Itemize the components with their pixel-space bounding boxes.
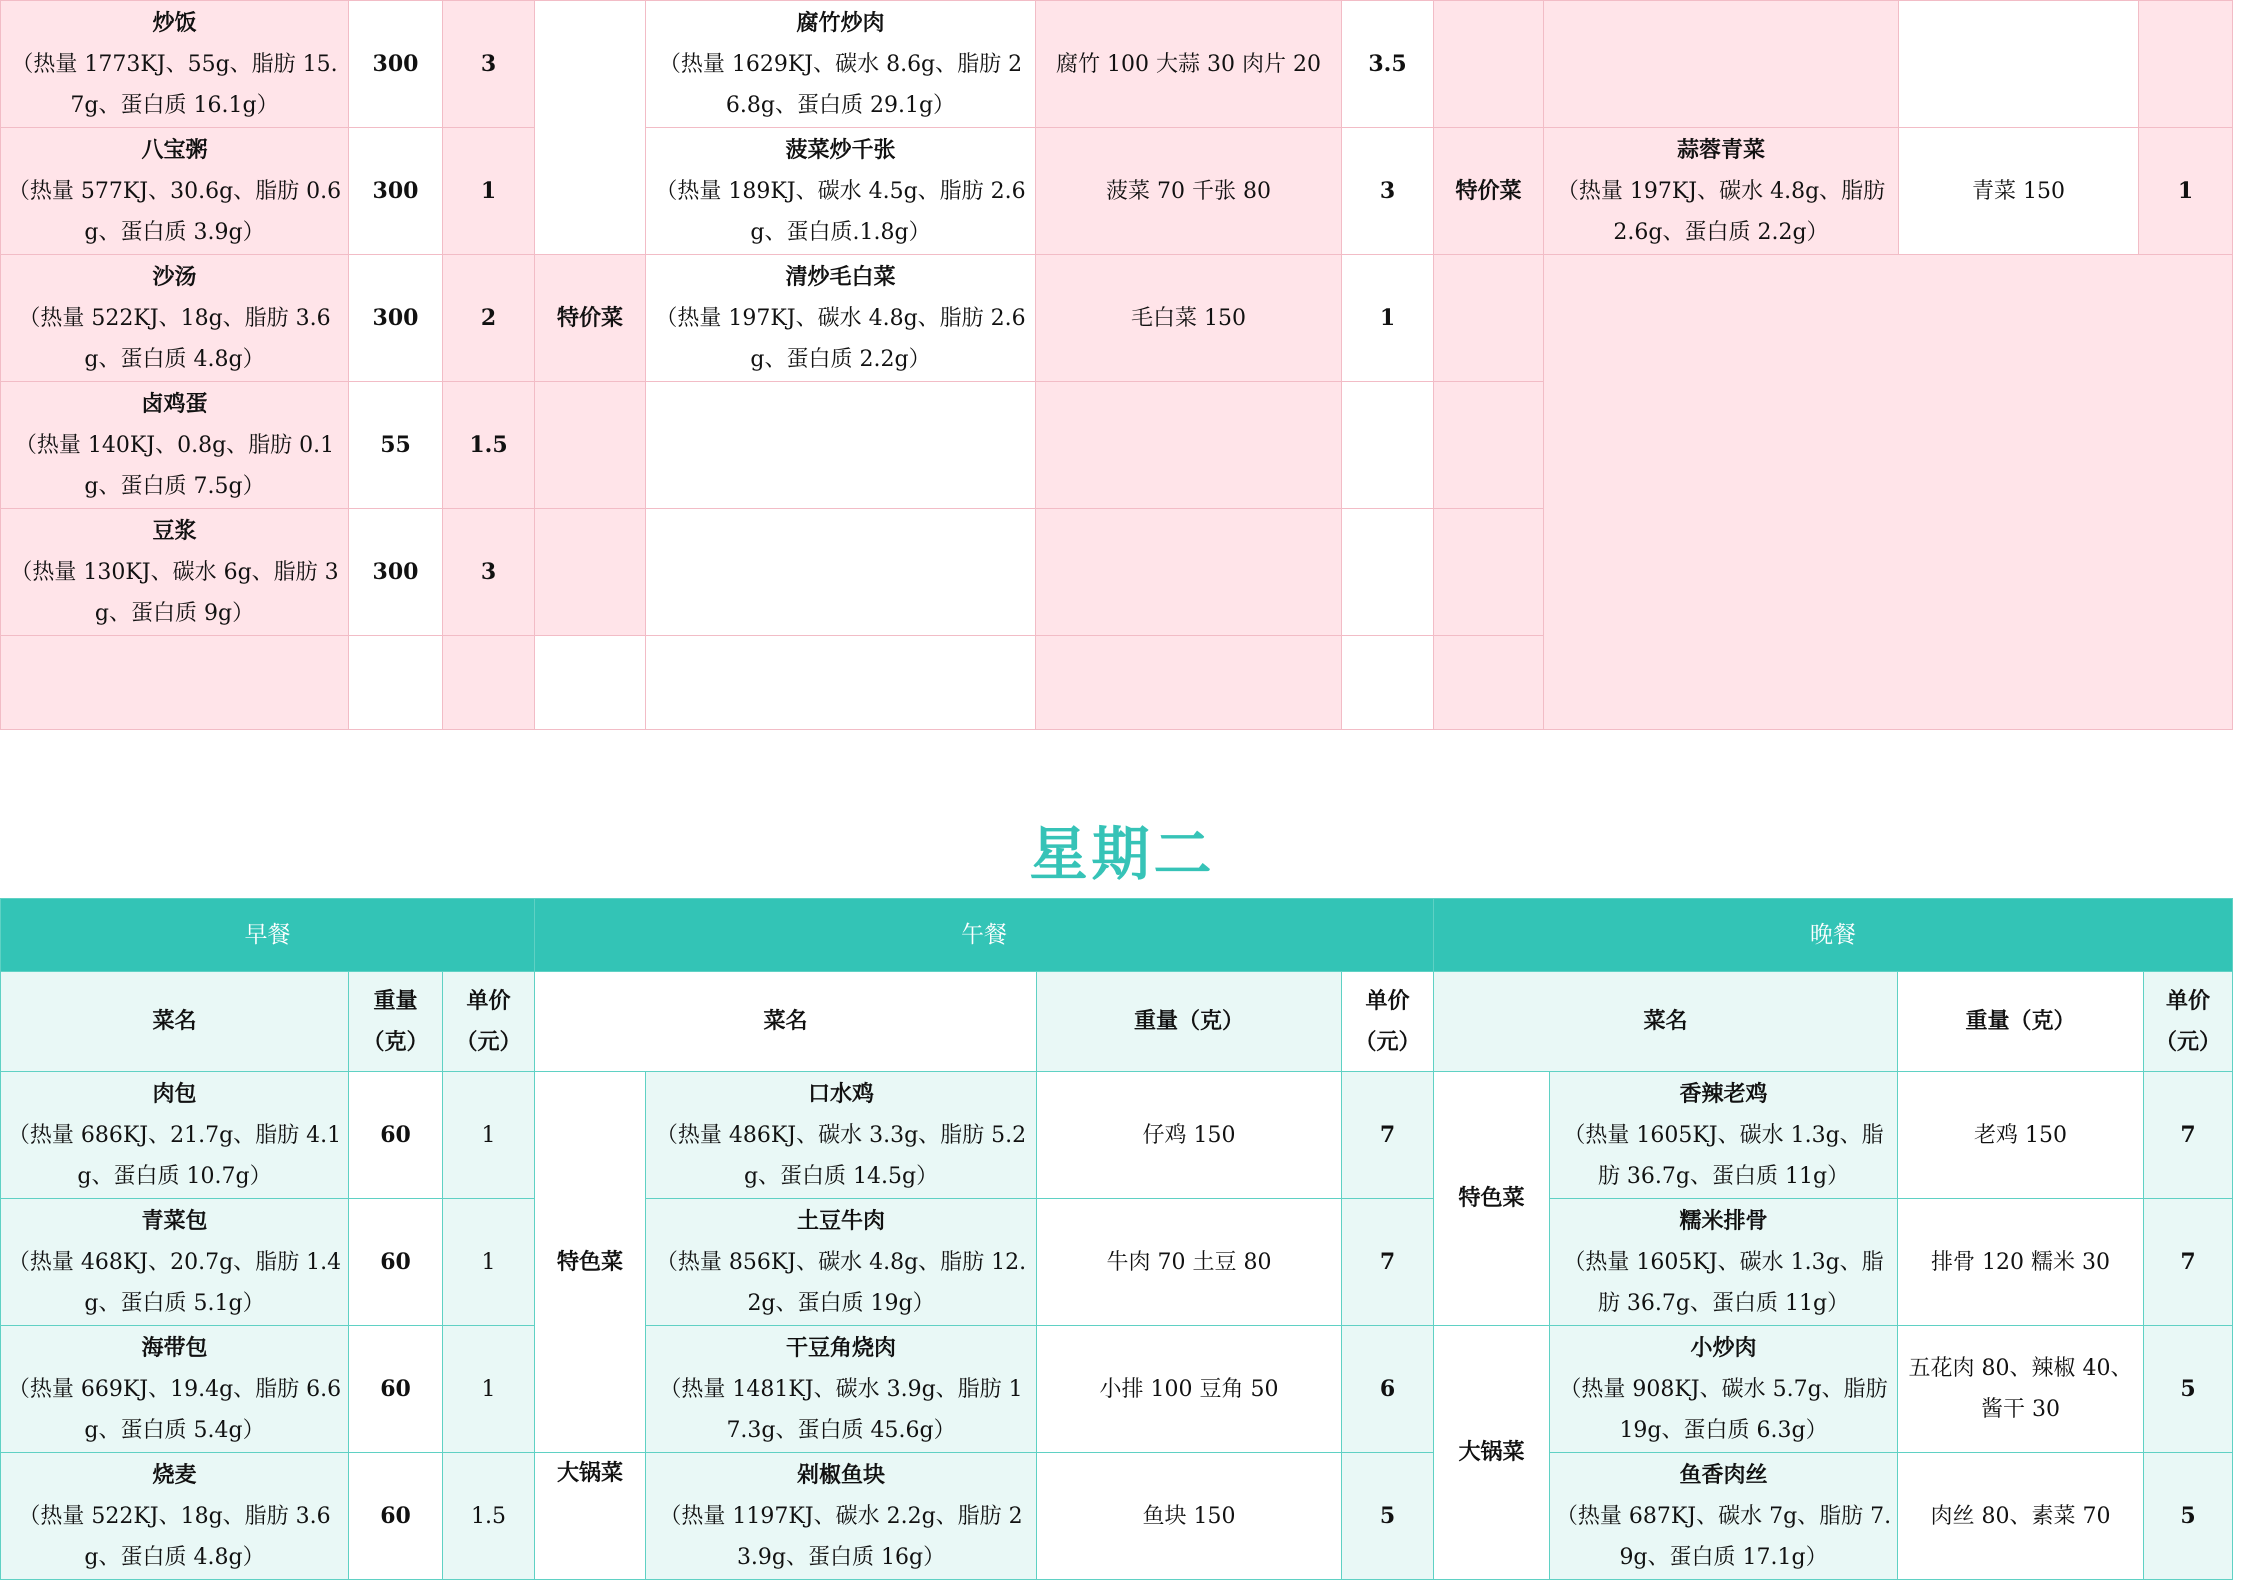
weight-header: 重量（克） (1037, 972, 1342, 1072)
dinner-dish-cell (1550, 1072, 1898, 1199)
price-cell (1342, 636, 1434, 730)
dish-nutrition: （热量 1605KJ、碳水 1.3g、脂肪 36.7g、蛋白质 11g） (1563, 1122, 1884, 1189)
price-header: 单价（元） (443, 972, 535, 1072)
breakfast-dish-cell (1, 382, 349, 509)
monday-menu-table (0, 0, 2233, 730)
price-cell: 3.5 (1342, 1, 1434, 128)
weight-cell (1036, 636, 1342, 730)
price-cell (1342, 509, 1434, 636)
price-cell (1342, 382, 1434, 509)
breakfast-dish-cell (1, 128, 349, 255)
dish-name: 青菜包 (141, 1207, 208, 1234)
weight-cell: 60 (349, 1199, 443, 1326)
price-header: 单价（元） (2144, 972, 2233, 1072)
dinner-dish-cell (1550, 1199, 1898, 1326)
dish-name: 烧麦 (152, 1461, 197, 1488)
dinner-category-cell (1434, 255, 1544, 382)
weight-cell: 60 (349, 1453, 443, 1580)
table-row (1, 1326, 2233, 1453)
table-row (1, 128, 2233, 255)
dish-nutrition: （热量 1197KJ、碳水 2.2g、脂肪 23.9g、蛋白质 16g） (659, 1503, 1023, 1570)
weight-cell: 腐竹 100 大蒜 30 肉片 20 (1036, 1, 1342, 128)
weight-cell: 60 (349, 1326, 443, 1453)
dish-nutrition: （热量 908KJ、碳水 5.7g、脂肪 19g、蛋白质 6.3g） (1559, 1376, 1888, 1443)
dish-name: 清炒毛白菜 (785, 263, 896, 290)
weight-cell: 鱼块 150 (1037, 1453, 1342, 1580)
dinner-dish-cell (1550, 1326, 1898, 1453)
dish-name: 香辣老鸡 (1679, 1080, 1768, 1107)
dish-name: 鱼香肉丝 (1679, 1461, 1768, 1488)
lunch-category-cell (535, 382, 646, 509)
dish-name: 小炒肉 (1690, 1334, 1757, 1361)
dish-nutrition: （热量 522KJ、18g、脂肪 3.6g、蛋白质 4.8g） (18, 1503, 331, 1570)
weight-cell: 牛肉 70 土豆 80 (1037, 1199, 1342, 1326)
lunch-dish-cell (646, 1072, 1037, 1199)
breakfast-dish-cell (1, 1199, 349, 1326)
dish-nutrition: （热量 856KJ、碳水 4.8g、脂肪 12.2g、蛋白质 19g） (655, 1249, 1027, 1316)
table-row (1, 1, 2233, 128)
weight-cell: 300 (349, 255, 443, 382)
dish-nutrition: （热量 522KJ、18g、脂肪 3.6g、蛋白质 4.8g） (18, 305, 331, 372)
dish-name: 海带包 (141, 1334, 208, 1361)
price-cell: 7 (2144, 1072, 2233, 1199)
breakfast-dish-cell (1, 1, 349, 128)
lunch-dish-cell (646, 1199, 1037, 1326)
dinner-empty-area (1544, 255, 2233, 730)
lunch-category-cell (535, 636, 646, 730)
weight-cell: 五花肉 80、辣椒 40、酱干 30 (1898, 1326, 2144, 1453)
weight-cell: 55 (349, 382, 443, 509)
weight-cell: 毛白菜 150 (1036, 255, 1342, 382)
weight-cell: 300 (349, 1, 443, 128)
dinner-category-cell (1434, 509, 1544, 636)
lunch-dish-cell (646, 509, 1036, 636)
weight-cell (1036, 382, 1342, 509)
dish-name: 蒜蓉青菜 (1676, 136, 1765, 163)
dish-nutrition: （热量 577KJ、30.6g、脂肪 0.6g、蛋白质 3.9g） (7, 178, 342, 245)
dish-name: 口水鸡 (808, 1080, 875, 1107)
weight-cell: 300 (349, 509, 443, 636)
weight-cell: 小排 100 豆角 50 (1037, 1326, 1342, 1453)
price-cell: 1 (443, 1072, 535, 1199)
weight-cell (1899, 1, 2139, 128)
dish-nutrition: （热量 1629KJ、碳水 8.6g、脂肪 26.8g、蛋白质 29.1g） (658, 51, 1023, 118)
breakfast-dish-cell (1, 255, 349, 382)
dish-name: 沙汤 (152, 263, 197, 290)
dinner-category-cell (1434, 382, 1544, 509)
dish-name: 肉包 (152, 1080, 197, 1107)
weight-cell: 300 (349, 128, 443, 255)
price-cell: 7 (2144, 1199, 2233, 1326)
dish-nutrition: （热量 130KJ、碳水 6g、脂肪 3g、蛋白质 9g） (10, 559, 339, 626)
lunch-category-label: 特价菜 (535, 255, 646, 382)
meal-header-row (1, 899, 2233, 972)
dish-nutrition: （热量 197KJ、碳水 4.8g、脂肪 2.6g、蛋白质 2.2g） (1556, 178, 1886, 245)
weight-cell: 青菜 150 (1899, 128, 2139, 255)
dish-nutrition: （热量 1481KJ、碳水 3.9g、脂肪 17.3g、蛋白质 45.6g） (659, 1376, 1023, 1443)
dinner-dish-cell (1544, 1, 1899, 128)
breakfast-header: 早餐 (1, 899, 535, 972)
dish-name: 土豆牛肉 (797, 1207, 886, 1234)
lunch-header: 午餐 (535, 899, 1434, 972)
dish-nutrition: （热量 686KJ、21.7g、脂肪 4.1g、蛋白质 10.7g） (7, 1122, 342, 1189)
dinner-header: 晚餐 (1434, 899, 2233, 972)
price-cell: 7 (1342, 1199, 1434, 1326)
price-cell: 3 (443, 1, 535, 128)
price-cell: 5 (2144, 1326, 2233, 1453)
dinner-category-cell (1434, 1, 1544, 128)
price-cell (2139, 1, 2233, 128)
weight-cell: 菠菜 70 千张 80 (1036, 128, 1342, 255)
dish-name: 豆浆 (152, 517, 197, 544)
lunch-dish-cell (646, 1326, 1037, 1453)
lunch-dish-cell (646, 255, 1036, 382)
dish-nutrition: （热量 1773KJ、55g、脂肪 15.7g、蛋白质 16.1g） (11, 51, 338, 118)
dish-nutrition: （热量 140KJ、0.8g、脂肪 0.1g、蛋白质 7.5g） (14, 432, 335, 499)
dish-nutrition: （热量 687KJ、碳水 7g、脂肪 7.9g、蛋白质 17.1g） (1555, 1503, 1892, 1570)
price-cell: 6 (1342, 1326, 1434, 1453)
dinner-category-label: 特价菜 (1434, 128, 1544, 255)
dinner-category-cell (1434, 636, 1544, 730)
dish-name: 菠菜炒千张 (785, 136, 896, 163)
dinner-category-label: 大锅菜 (1434, 1326, 1550, 1580)
price-cell: 2 (443, 255, 535, 382)
dinner-category-label: 特色菜 (1434, 1072, 1550, 1326)
dish-name: 剁椒鱼块 (797, 1461, 886, 1488)
dish-name: 糯米排骨 (1679, 1207, 1768, 1234)
lunch-category-label: 特色菜 (535, 1072, 646, 1453)
dish-nutrition: （热量 197KJ、碳水 4.8g、脂肪 2.6g、蛋白质 2.2g） (655, 305, 1026, 372)
price-cell: 5 (2144, 1453, 2233, 1580)
lunch-category-label: 大锅菜 (535, 1453, 646, 1580)
breakfast-dish-cell (1, 1453, 349, 1580)
weight-cell: 仔鸡 150 (1037, 1072, 1342, 1199)
price-cell: 3 (443, 509, 535, 636)
price-cell: 1 (1342, 255, 1434, 382)
dish-name-header: 菜名 (1, 972, 349, 1072)
price-cell (443, 636, 535, 730)
breakfast-dish-cell (1, 1072, 349, 1199)
tuesday-menu-table (0, 898, 2233, 1580)
price-cell: 1 (443, 1199, 535, 1326)
lunch-dish-cell (646, 1453, 1037, 1580)
day-title: 星期二 (1029, 820, 1216, 888)
dish-nutrition: （热量 468KJ、20.7g、脂肪 1.4g、蛋白质 5.1g） (7, 1249, 342, 1316)
price-cell: 1 (443, 128, 535, 255)
lunch-dish-cell (646, 636, 1036, 730)
breakfast-dish-cell (1, 636, 349, 730)
dish-nutrition: （热量 669KJ、19.4g、脂肪 6.6g、蛋白质 5.4g） (7, 1376, 342, 1443)
weight-header: 重量（克） (1898, 972, 2144, 1072)
weight-header: 重量（克） (349, 972, 443, 1072)
lunch-dish-cell (646, 1, 1036, 128)
weight-cell (1036, 509, 1342, 636)
dinner-dish-cell (1544, 128, 1899, 255)
table-row (1, 1072, 2233, 1199)
dish-name-header: 菜名 (1434, 972, 1898, 1072)
dish-name: 腐竹炒肉 (796, 9, 885, 36)
lunch-category-cell (535, 1, 646, 255)
weight-cell (349, 636, 443, 730)
dinner-dish-cell (1550, 1453, 1898, 1580)
table-row (1, 255, 2233, 382)
dish-name: 炒饭 (152, 9, 197, 36)
lunch-dish-cell (646, 128, 1036, 255)
weight-cell: 60 (349, 1072, 443, 1199)
price-cell: 5 (1342, 1453, 1434, 1580)
weight-cell: 老鸡 150 (1898, 1072, 2144, 1199)
price-cell: 3 (1342, 128, 1434, 255)
price-cell: 7 (1342, 1072, 1434, 1199)
dish-nutrition: （热量 189KJ、碳水 4.5g、脂肪 2.6g、蛋白质.1.8g） (655, 178, 1026, 245)
dish-name: 干豆角烧肉 (786, 1334, 897, 1361)
dish-name: 八宝粥 (141, 136, 208, 163)
dish-name-header: 菜名 (535, 972, 1037, 1072)
lunch-category-cell (535, 509, 646, 636)
dish-nutrition: （热量 486KJ、碳水 3.3g、脂肪 5.2g、蛋白质 14.5g） (655, 1122, 1027, 1189)
weight-cell: 排骨 120 糯米 30 (1898, 1199, 2144, 1326)
price-cell: 1 (443, 1326, 535, 1453)
breakfast-dish-cell (1, 509, 349, 636)
table-row (1, 1453, 2233, 1580)
lunch-dish-cell (646, 382, 1036, 509)
price-cell: 1 (2139, 128, 2233, 255)
price-cell: 1.5 (443, 382, 535, 509)
column-header-row (1, 972, 2233, 1072)
price-cell: 1.5 (443, 1453, 535, 1580)
weight-cell: 肉丝 80、素菜 70 (1898, 1453, 2144, 1580)
price-header: 单价（元） (1342, 972, 1434, 1072)
dish-nutrition: （热量 1605KJ、碳水 1.3g、脂肪 36.7g、蛋白质 11g） (1563, 1249, 1884, 1316)
dish-name: 卤鸡蛋 (141, 390, 208, 417)
breakfast-dish-cell (1, 1326, 349, 1453)
table-row (1, 1199, 2233, 1326)
